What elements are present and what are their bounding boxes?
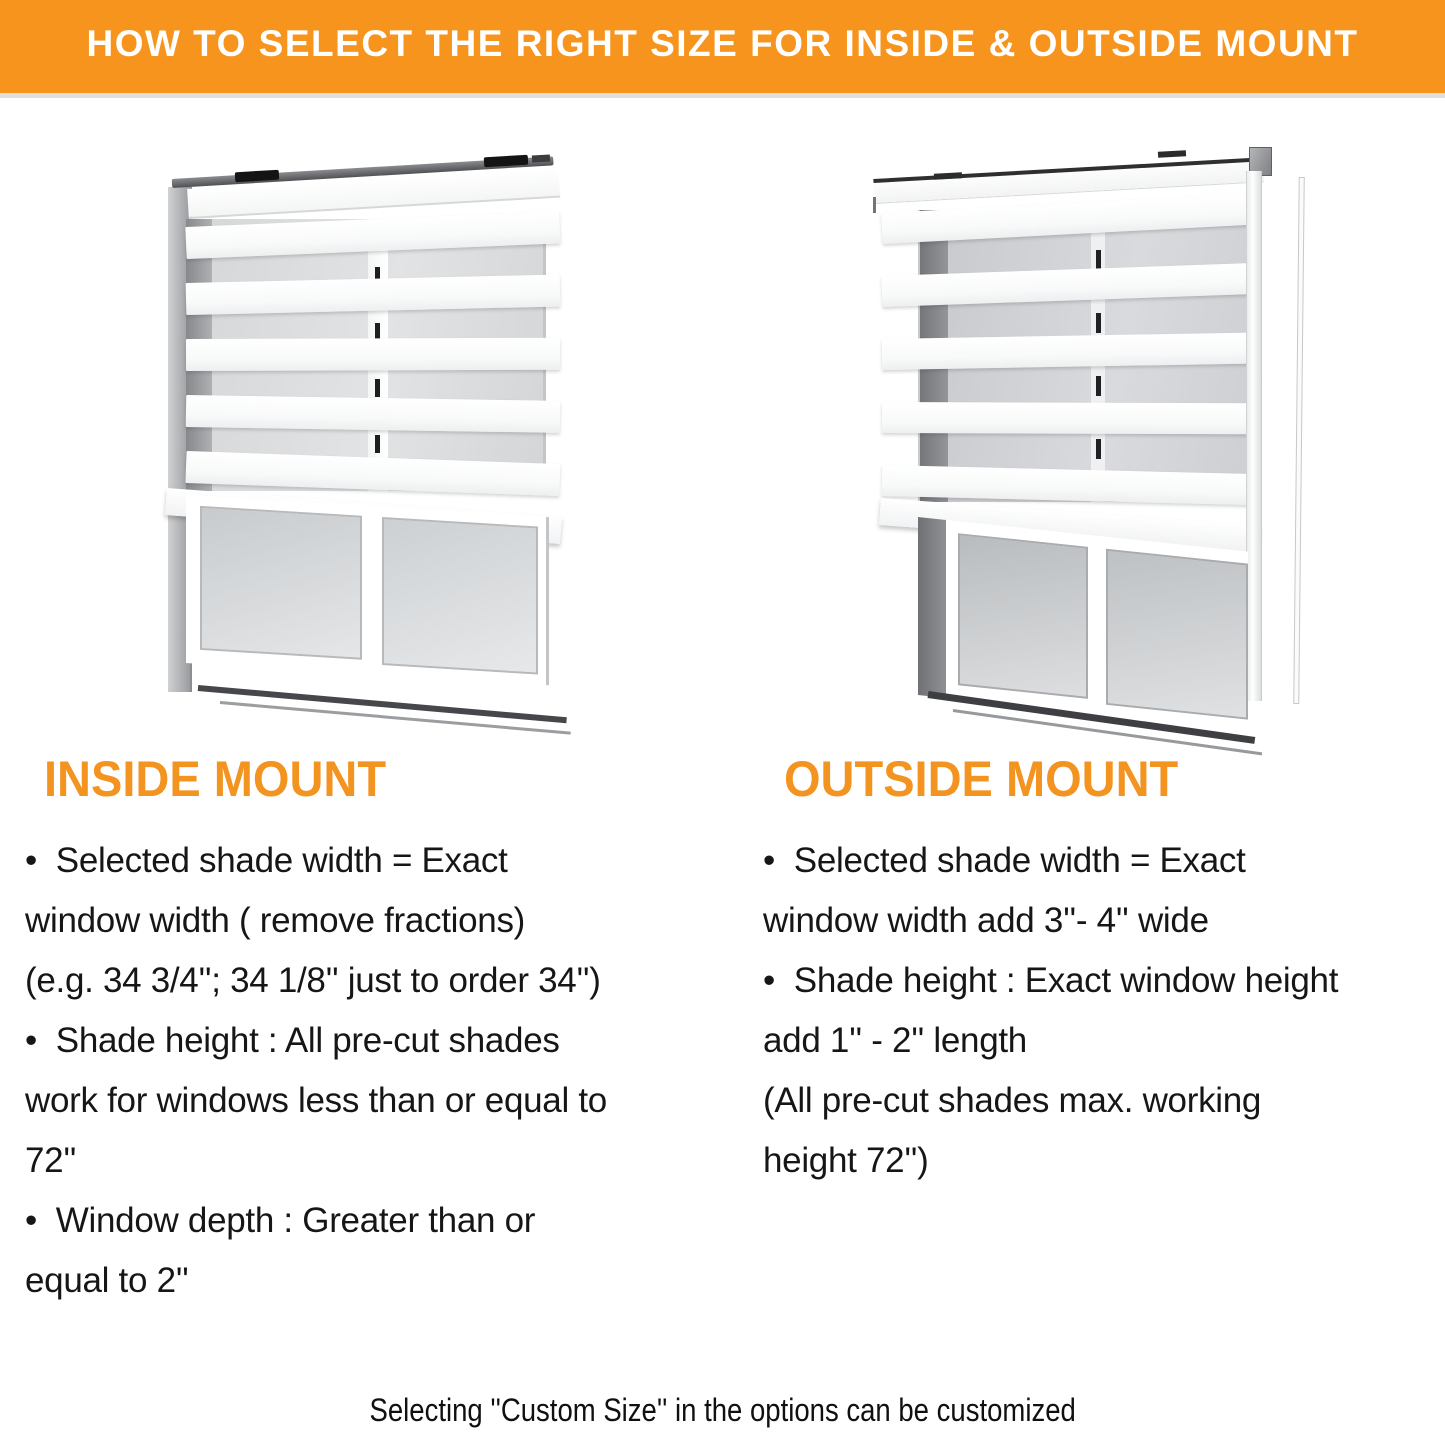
window-jamb [918,517,946,698]
side-rail [1246,171,1262,701]
shade-stripe [186,395,560,433]
note-line: • Window depth : Greater than or [25,1201,536,1240]
side-channel-line [1293,177,1305,704]
note-line: (All pre-cut shades max. working [763,1081,1262,1120]
note-line: window width ( remove fractions) [25,901,526,940]
note-line: window width add 3''- 4'' wide [763,901,1209,940]
rod-end-cap [532,154,550,162]
shade-stripe [882,402,1258,434]
inside-mount-illustration [160,145,572,720]
mullion-latch-mark [375,435,380,453]
note-line: work for windows less than or equal to [25,1081,607,1120]
mullion-latch-mark [375,379,380,397]
note-line: • Selected shade width = Exact [25,841,508,880]
custom-size-note-text: Selecting ''Custom Size'' in the options can be customized [369,1392,1076,1428]
banner-title: HOW TO SELECT THE RIGHT SIZE FOR INSIDE & OUTSIDE MOUNT [86,22,1359,64]
mullion-latch-mark [1096,439,1101,459]
note-line: height 72'') [763,1141,929,1180]
lower-window [186,495,549,685]
window-pane [200,506,362,660]
banner-underline [0,93,1445,98]
window-pane [958,533,1088,699]
outside-mount-notes [763,831,1443,1191]
note-line: 72'' [25,1141,77,1180]
window-pane [1106,549,1248,720]
mullion-latch-mark [1096,250,1101,270]
custom-size-note [0,1392,1445,1429]
inside-mount-notes [25,831,725,1311]
outside-mount-heading: OUTSIDE MOUNT [784,751,1179,807]
screw-slot [1158,150,1186,158]
outside-mount-illustration [858,135,1308,745]
board-end-tick [873,197,876,213]
note-line: equal to 2'' [25,1261,189,1300]
shade-stripe [882,332,1258,370]
note-line: • Selected shade width = Exact [763,841,1246,880]
shade-stripe [186,338,560,371]
inside-mount-heading: INSIDE MOUNT [44,751,387,807]
mullion-latch-mark [1096,313,1101,333]
note-line: • Shade height : Exact window height [763,961,1339,1000]
header-banner [0,0,1445,93]
mullion-latch-mark [1096,376,1101,396]
note-line: add 1'' - 2'' length [763,1021,1027,1060]
note-line: (e.g. 34 3/4''; 34 1/8'' just to order 34'') [25,961,601,1000]
window-pane [382,517,538,675]
note-line: • Shade height : All pre-cut shades [25,1021,560,1060]
